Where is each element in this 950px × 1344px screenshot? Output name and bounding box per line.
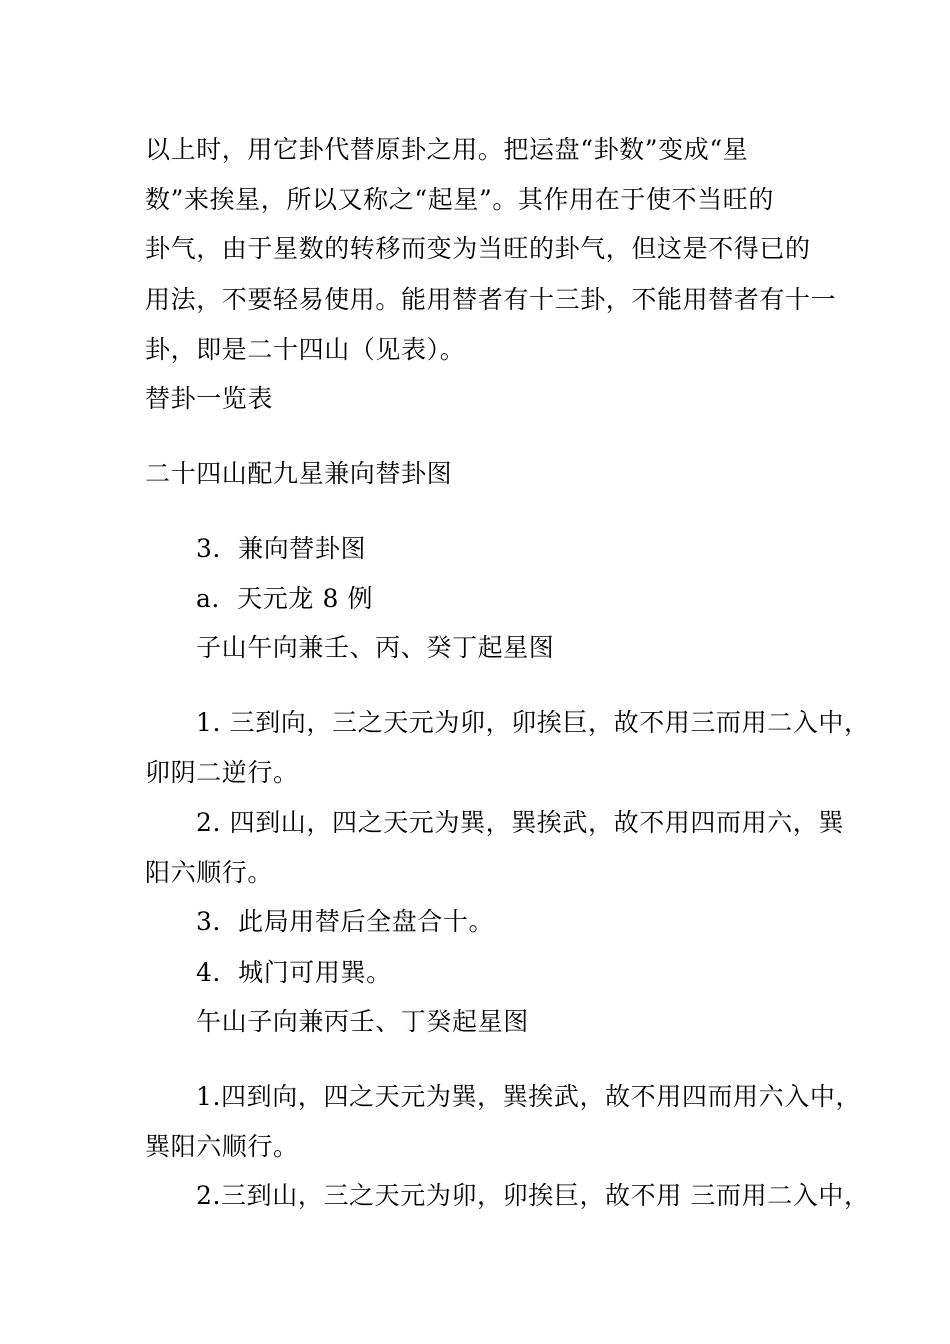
table-caption: 替卦一览表 <box>145 384 274 413</box>
paragraph-line: 以上时，用它卦代替原卦之用。把运盘“卦数”变成“星 <box>145 135 749 164</box>
list-item-continuation: 巽阳六顺行。 <box>145 1132 299 1161</box>
paragraph-line: 卦气，由于星数的转移而变为当旺的卦气，但这是不得已的 <box>145 234 811 263</box>
figure-caption: 午山子向兼丙壬、丁癸起星图 <box>196 1007 529 1036</box>
list-item: 2.三到山，三之天元为卯，卯挨巨，故不用 三而用二入中， <box>196 1181 870 1210</box>
paragraph-line: 用法，不要轻易使用。能用替者有十三卦，不能用替者有十一 <box>145 285 837 314</box>
list-item: 2. 四到山，四之天元为巽，巽挨武，故不用四而用六，巽 <box>196 808 845 837</box>
list-item-continuation: 阳六顺行。 <box>145 858 274 887</box>
paragraph-line: 数”来挨星，所以又称之“起星”。其作用在于使不当旺的 <box>145 185 774 214</box>
list-item-continuation: 卯阴二逆行。 <box>145 758 299 787</box>
list-item: 1. 三到向，三之天元为卯，卯挨巨，故不用三而用二入中， <box>196 708 870 737</box>
section-heading: 3．兼向替卦图 <box>196 534 367 563</box>
list-item: 3．此局用替后全盘合十。 <box>196 907 495 936</box>
list-item: 1.四到向，四之天元为巽，巽挨武，故不用四而用六入中， <box>196 1082 862 1111</box>
paragraph-line: 卦，即是二十四山（见表）。 <box>145 335 466 364</box>
list-item: 4．城门可用巽。 <box>196 958 392 987</box>
figure-caption: 子山午向兼壬、丙、癸丁起星图 <box>196 633 555 662</box>
figure-caption: 二十四山配九星兼向替卦图 <box>145 459 453 488</box>
subsection-heading: a．天元龙 8 例 <box>196 584 374 613</box>
